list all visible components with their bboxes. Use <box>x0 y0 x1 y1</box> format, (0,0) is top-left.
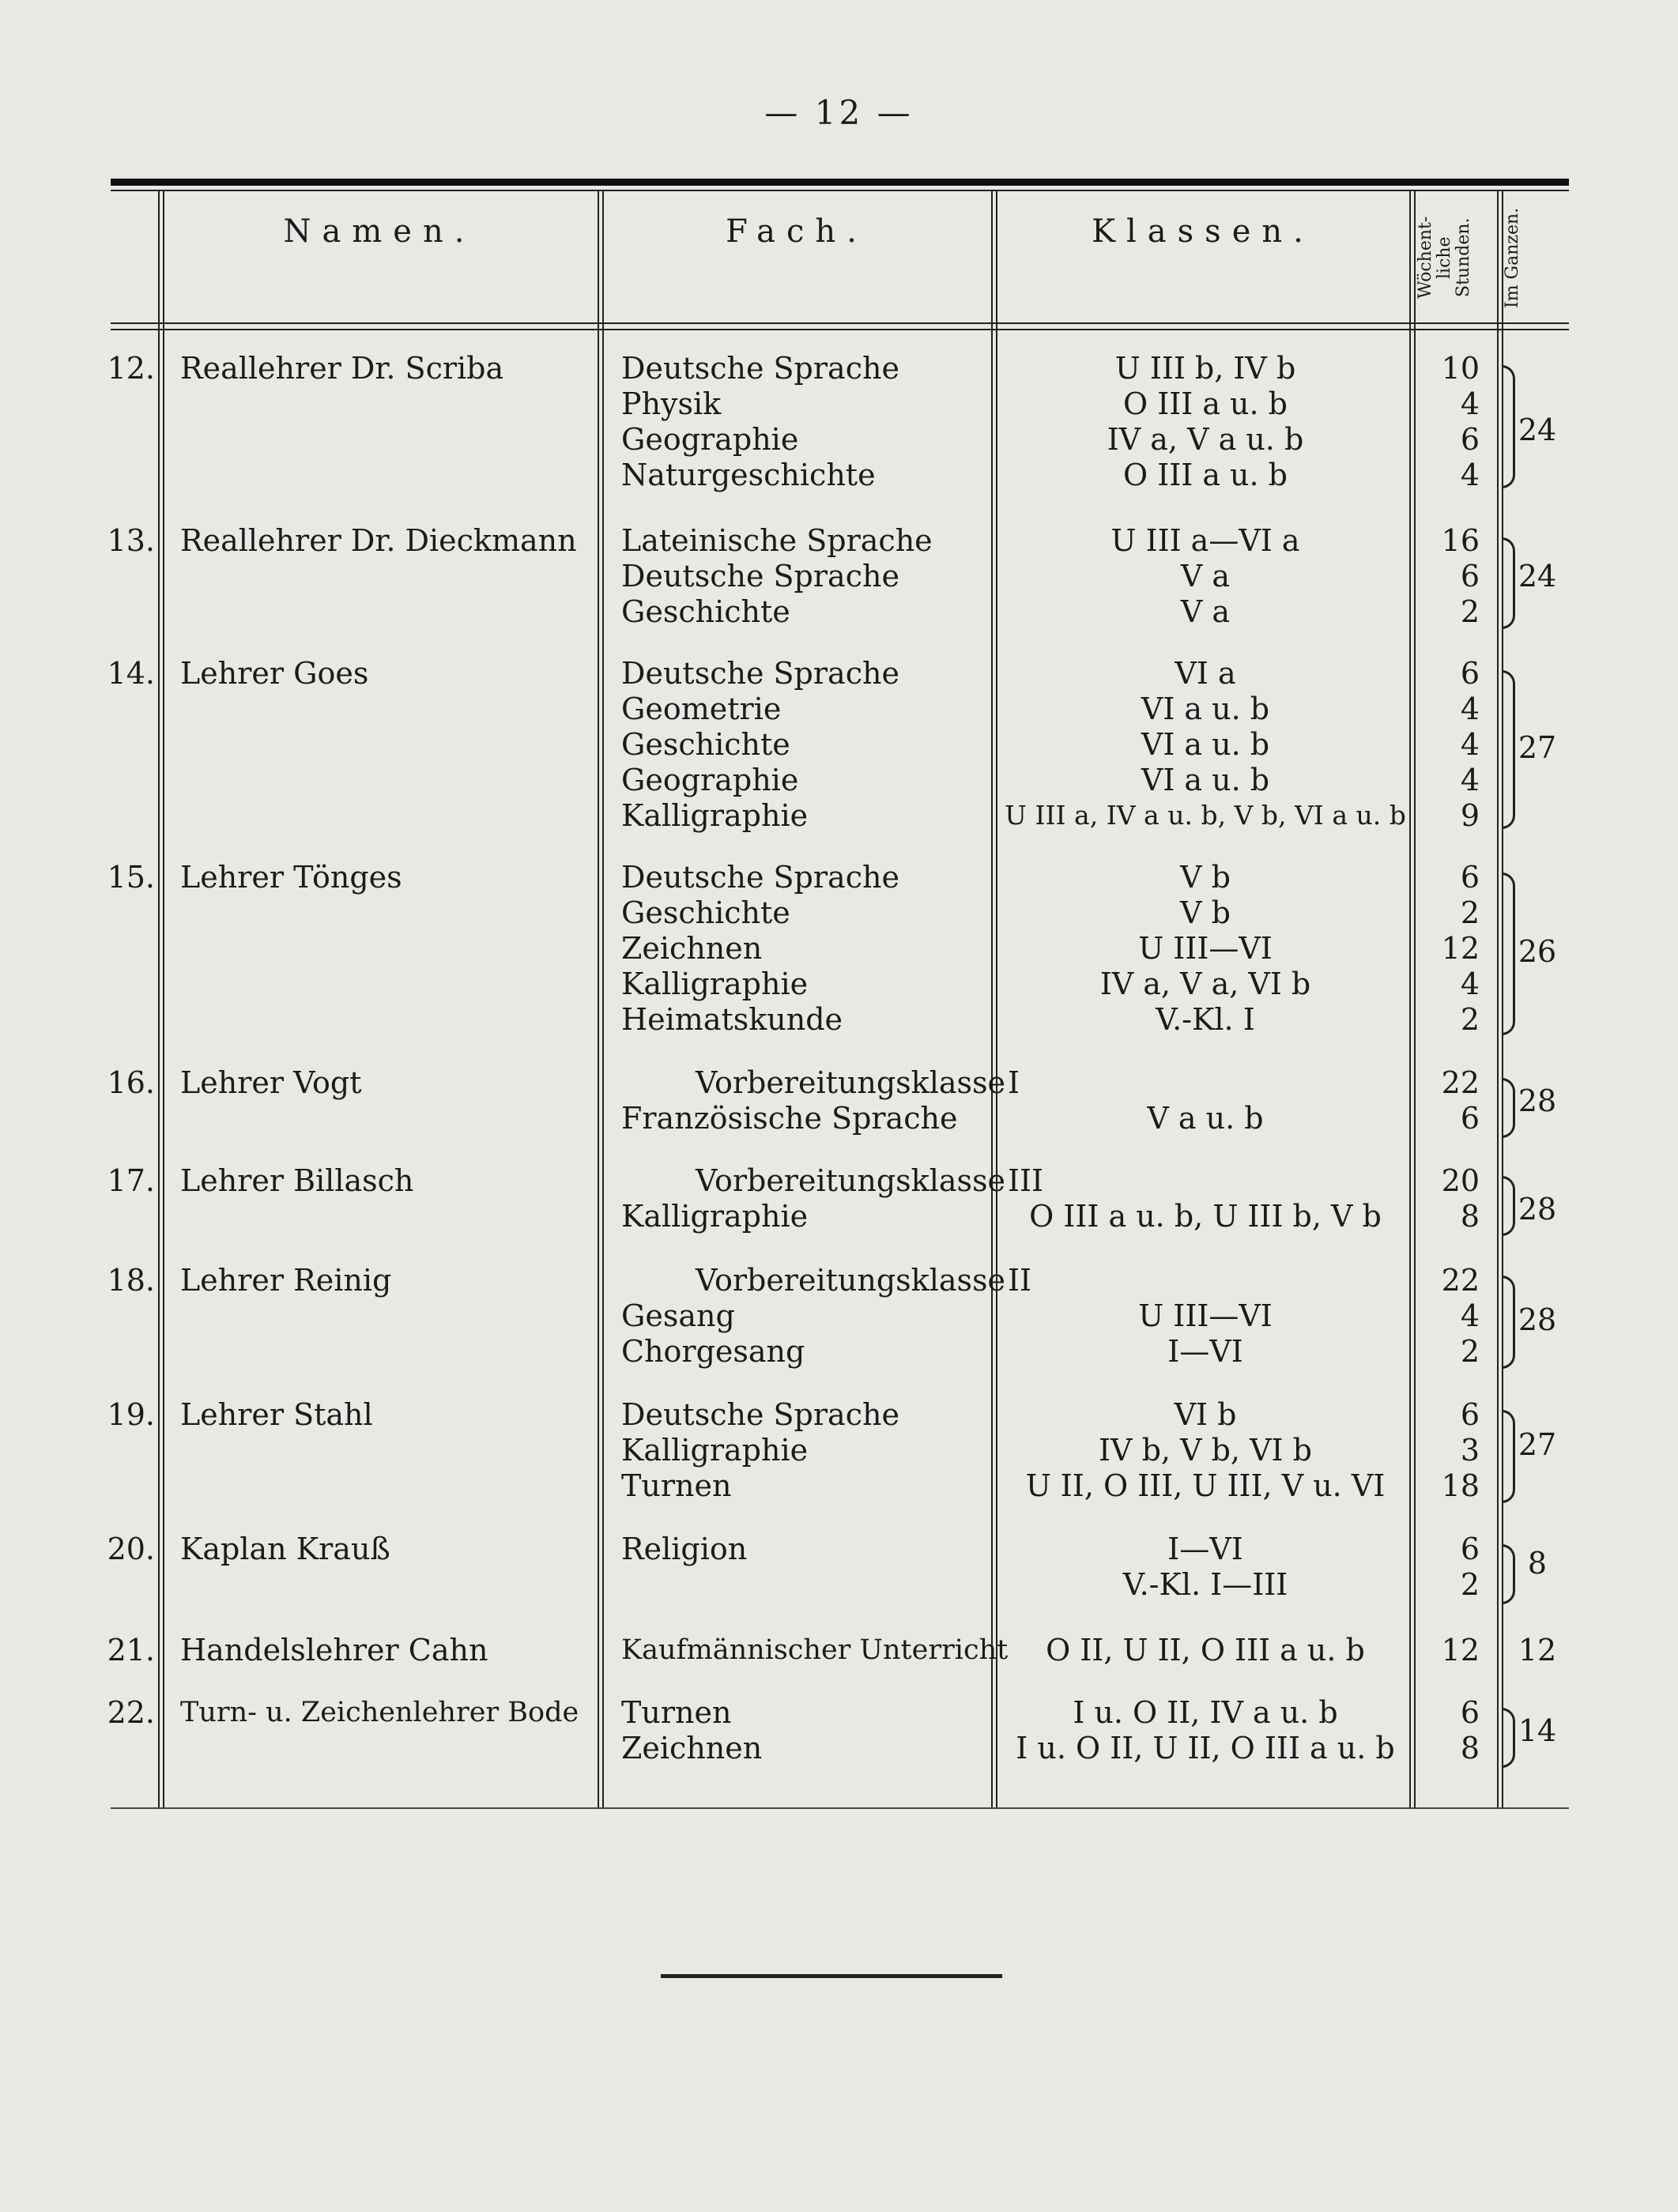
total-hours: 24 <box>1518 559 1557 594</box>
weekly-hours: 12 <box>1441 1633 1480 1667</box>
weekly-hours: 12 <box>1441 931 1480 966</box>
header-rule-2 <box>111 329 1569 330</box>
total-hours: 14 <box>1518 1713 1557 1748</box>
classes: VI a u. b <box>1141 763 1270 797</box>
weekly-hours: 4 <box>1460 727 1480 762</box>
row-number: 16. <box>107 1065 155 1100</box>
total-hours: 28 <box>1518 1302 1557 1337</box>
row-number: 14. <box>107 656 155 691</box>
row-number: 17. <box>107 1163 155 1198</box>
subject: Kalligraphie <box>621 1433 809 1468</box>
teacher-name: Lehrer Vogt <box>180 1065 362 1100</box>
total-hours: 8 <box>1527 1546 1548 1581</box>
subject: Geographie <box>621 422 799 457</box>
classes: VI a u. b <box>1141 691 1270 726</box>
row-number: 15. <box>107 860 155 895</box>
header-classes: Klassen. <box>1092 213 1314 250</box>
column-divider-name <box>598 190 604 1807</box>
subject: Lateinische Sprache <box>621 523 933 558</box>
classes: I—VI <box>1167 1532 1243 1566</box>
weekly-hours: 9 <box>1460 798 1480 833</box>
classes: I u. O II, IV a u. b <box>1073 1695 1338 1730</box>
subject: Kaufmännischer Unterricht <box>621 1634 1009 1666</box>
weekly-hours: 22 <box>1441 1065 1480 1100</box>
weekly-hours: 18 <box>1441 1468 1480 1503</box>
teacher-name: Reallehrer Dr. Scriba <box>180 351 504 386</box>
classes: III <box>1008 1163 1044 1198</box>
header-subject: Fach. <box>726 213 868 250</box>
teacher-name: Turn- u. Zeichenlehrer Bode <box>180 1697 579 1728</box>
weekly-hours: 20 <box>1441 1163 1480 1198</box>
classes: O III a u. b <box>1122 458 1288 492</box>
table-top-rule-thin <box>111 190 1569 191</box>
weekly-hours: 4 <box>1460 1298 1480 1333</box>
weekly-hours: 6 <box>1460 1695 1480 1730</box>
header-rule <box>111 322 1569 324</box>
classes: IV a, V a u. b <box>1107 422 1304 457</box>
row-number: 18. <box>107 1263 155 1298</box>
subject: Turnen <box>621 1695 732 1730</box>
teacher-name: Lehrer Billasch <box>180 1163 414 1198</box>
classes: V.-Kl. I—III <box>1122 1567 1288 1602</box>
classes: O III a u. b, U III b, V b <box>1029 1199 1382 1234</box>
classes: IV a, V a, VI b <box>1099 967 1311 1001</box>
weekly-hours: 4 <box>1460 386 1480 421</box>
header-total: Im Ganzen. <box>1503 207 1522 308</box>
subject: Geschichte <box>621 727 790 762</box>
subject: Religion <box>621 1532 748 1566</box>
weekly-hours: 6 <box>1460 1101 1480 1136</box>
classes: U II, O III, U III, V u. VI <box>1025 1468 1386 1503</box>
weekly-hours: 8 <box>1460 1731 1480 1765</box>
subject: Geschichte <box>621 594 790 629</box>
weekly-hours: 4 <box>1460 967 1480 1001</box>
classes: U III—VI <box>1138 1298 1273 1333</box>
subject: Vorbereitungsklasse <box>696 1065 1005 1100</box>
subject: Zeichnen <box>621 1731 763 1765</box>
weekly-hours: 6 <box>1460 1397 1480 1432</box>
page-number: — 12 — <box>764 93 914 132</box>
classes: I <box>1008 1065 1020 1100</box>
classes: O II, U II, O III a u. b <box>1046 1633 1365 1667</box>
weekly-hours: 16 <box>1441 523 1480 558</box>
classes: V b <box>1180 860 1231 895</box>
classes: VI a u. b <box>1141 727 1270 762</box>
teacher-name: Handelslehrer Cahn <box>180 1633 488 1667</box>
weekly-hours: 4 <box>1460 763 1480 797</box>
subject: Vorbereitungsklasse <box>696 1163 1005 1198</box>
weekly-hours: 6 <box>1460 656 1480 691</box>
classes: V a <box>1180 559 1231 594</box>
subject: Deutsche Sprache <box>621 656 899 691</box>
row-number: 13. <box>107 523 155 558</box>
subject: Zeichnen <box>621 931 763 966</box>
row-number: 22. <box>107 1695 155 1730</box>
weekly-hours: 3 <box>1460 1433 1480 1468</box>
column-divider-number <box>158 190 164 1807</box>
weekly-hours: 6 <box>1460 422 1480 457</box>
subject: Kalligraphie <box>621 798 809 833</box>
weekly-hours: 6 <box>1460 1532 1480 1566</box>
classes: VI a <box>1175 656 1236 691</box>
weekly-hours: 2 <box>1460 1567 1480 1602</box>
end-rule <box>661 1974 1002 1978</box>
total-hours: 12 <box>1518 1633 1557 1667</box>
classes: IV b, V b, VI b <box>1099 1433 1312 1468</box>
teacher-name: Lehrer Goes <box>180 656 369 691</box>
classes: V a <box>1180 594 1231 629</box>
subject: Deutsche Sprache <box>621 559 899 594</box>
classes: U III a, IV a u. b, V b, VI a u. b <box>1005 800 1406 831</box>
total-hours: 26 <box>1518 934 1557 969</box>
weekly-hours: 2 <box>1460 895 1480 930</box>
classes: V.-Kl. I <box>1156 1002 1255 1037</box>
teacher-name: Lehrer Stahl <box>180 1397 373 1432</box>
classes: VI b <box>1174 1397 1237 1432</box>
weekly-hours: 4 <box>1460 458 1480 492</box>
subject: Geographie <box>621 763 799 797</box>
subject: Physik <box>621 386 722 421</box>
subject: Deutsche Sprache <box>621 860 899 895</box>
teacher-name: Lehrer Reinig <box>180 1263 392 1298</box>
subject: Deutsche Sprache <box>621 351 899 386</box>
subject: Französische Sprache <box>621 1101 958 1136</box>
weekly-hours: 2 <box>1460 594 1480 629</box>
classes: U III b, IV b <box>1114 351 1296 386</box>
weekly-hours: 6 <box>1460 860 1480 895</box>
classes: U III a—VI a <box>1110 523 1300 558</box>
classes: I—VI <box>1167 1334 1243 1369</box>
classes: II <box>1008 1263 1032 1298</box>
subject: Geometrie <box>621 691 782 726</box>
weekly-hours: 10 <box>1441 351 1480 386</box>
total-hours: 27 <box>1518 1427 1557 1462</box>
subject: Deutsche Sprache <box>621 1397 899 1432</box>
subject: Kalligraphie <box>621 1199 809 1234</box>
subject: Geschichte <box>621 895 790 930</box>
row-number: 19. <box>107 1397 155 1432</box>
row-number: 20. <box>107 1532 155 1566</box>
header-weekly-hours: Wöchent-liche Stunden. <box>1416 216 1473 300</box>
teacher-name: Reallehrer Dr. Dieckmann <box>180 523 577 558</box>
subject: Turnen <box>621 1468 732 1503</box>
row-number: 21. <box>107 1633 155 1667</box>
weekly-hours: 8 <box>1460 1199 1480 1234</box>
subject: Vorbereitungsklasse <box>696 1263 1005 1298</box>
classes: I u. O II, U II, O III a u. b <box>1016 1731 1395 1765</box>
weekly-hours: 6 <box>1460 559 1480 594</box>
weekly-hours: 2 <box>1460 1334 1480 1369</box>
total-hours: 28 <box>1518 1083 1557 1118</box>
table-bottom-rule <box>111 1807 1569 1809</box>
total-hours: 28 <box>1518 1192 1557 1227</box>
classes: V a u. b <box>1147 1101 1264 1136</box>
subject: Naturgeschichte <box>621 458 876 492</box>
table-top-rule <box>111 179 1569 186</box>
subject: Chorgesang <box>621 1334 805 1369</box>
classes: U III—VI <box>1138 931 1273 966</box>
subject: Kalligraphie <box>621 967 809 1001</box>
subject: Heimatskunde <box>621 1002 843 1037</box>
classes: V b <box>1180 895 1231 930</box>
weekly-hours: 2 <box>1460 1002 1480 1037</box>
row-number: 12. <box>107 351 155 386</box>
column-divider-subject <box>991 190 997 1807</box>
subject: Gesang <box>621 1298 735 1333</box>
classes: O III a u. b <box>1122 386 1288 421</box>
weekly-hours: 4 <box>1460 691 1480 726</box>
total-hours: 24 <box>1518 413 1557 447</box>
total-hours: 27 <box>1518 730 1557 765</box>
teacher-name: Kaplan Krauß <box>180 1532 390 1566</box>
weekly-hours: 22 <box>1441 1263 1480 1298</box>
teacher-name: Lehrer Tönges <box>180 860 402 895</box>
header-name: Namen. <box>283 213 476 250</box>
